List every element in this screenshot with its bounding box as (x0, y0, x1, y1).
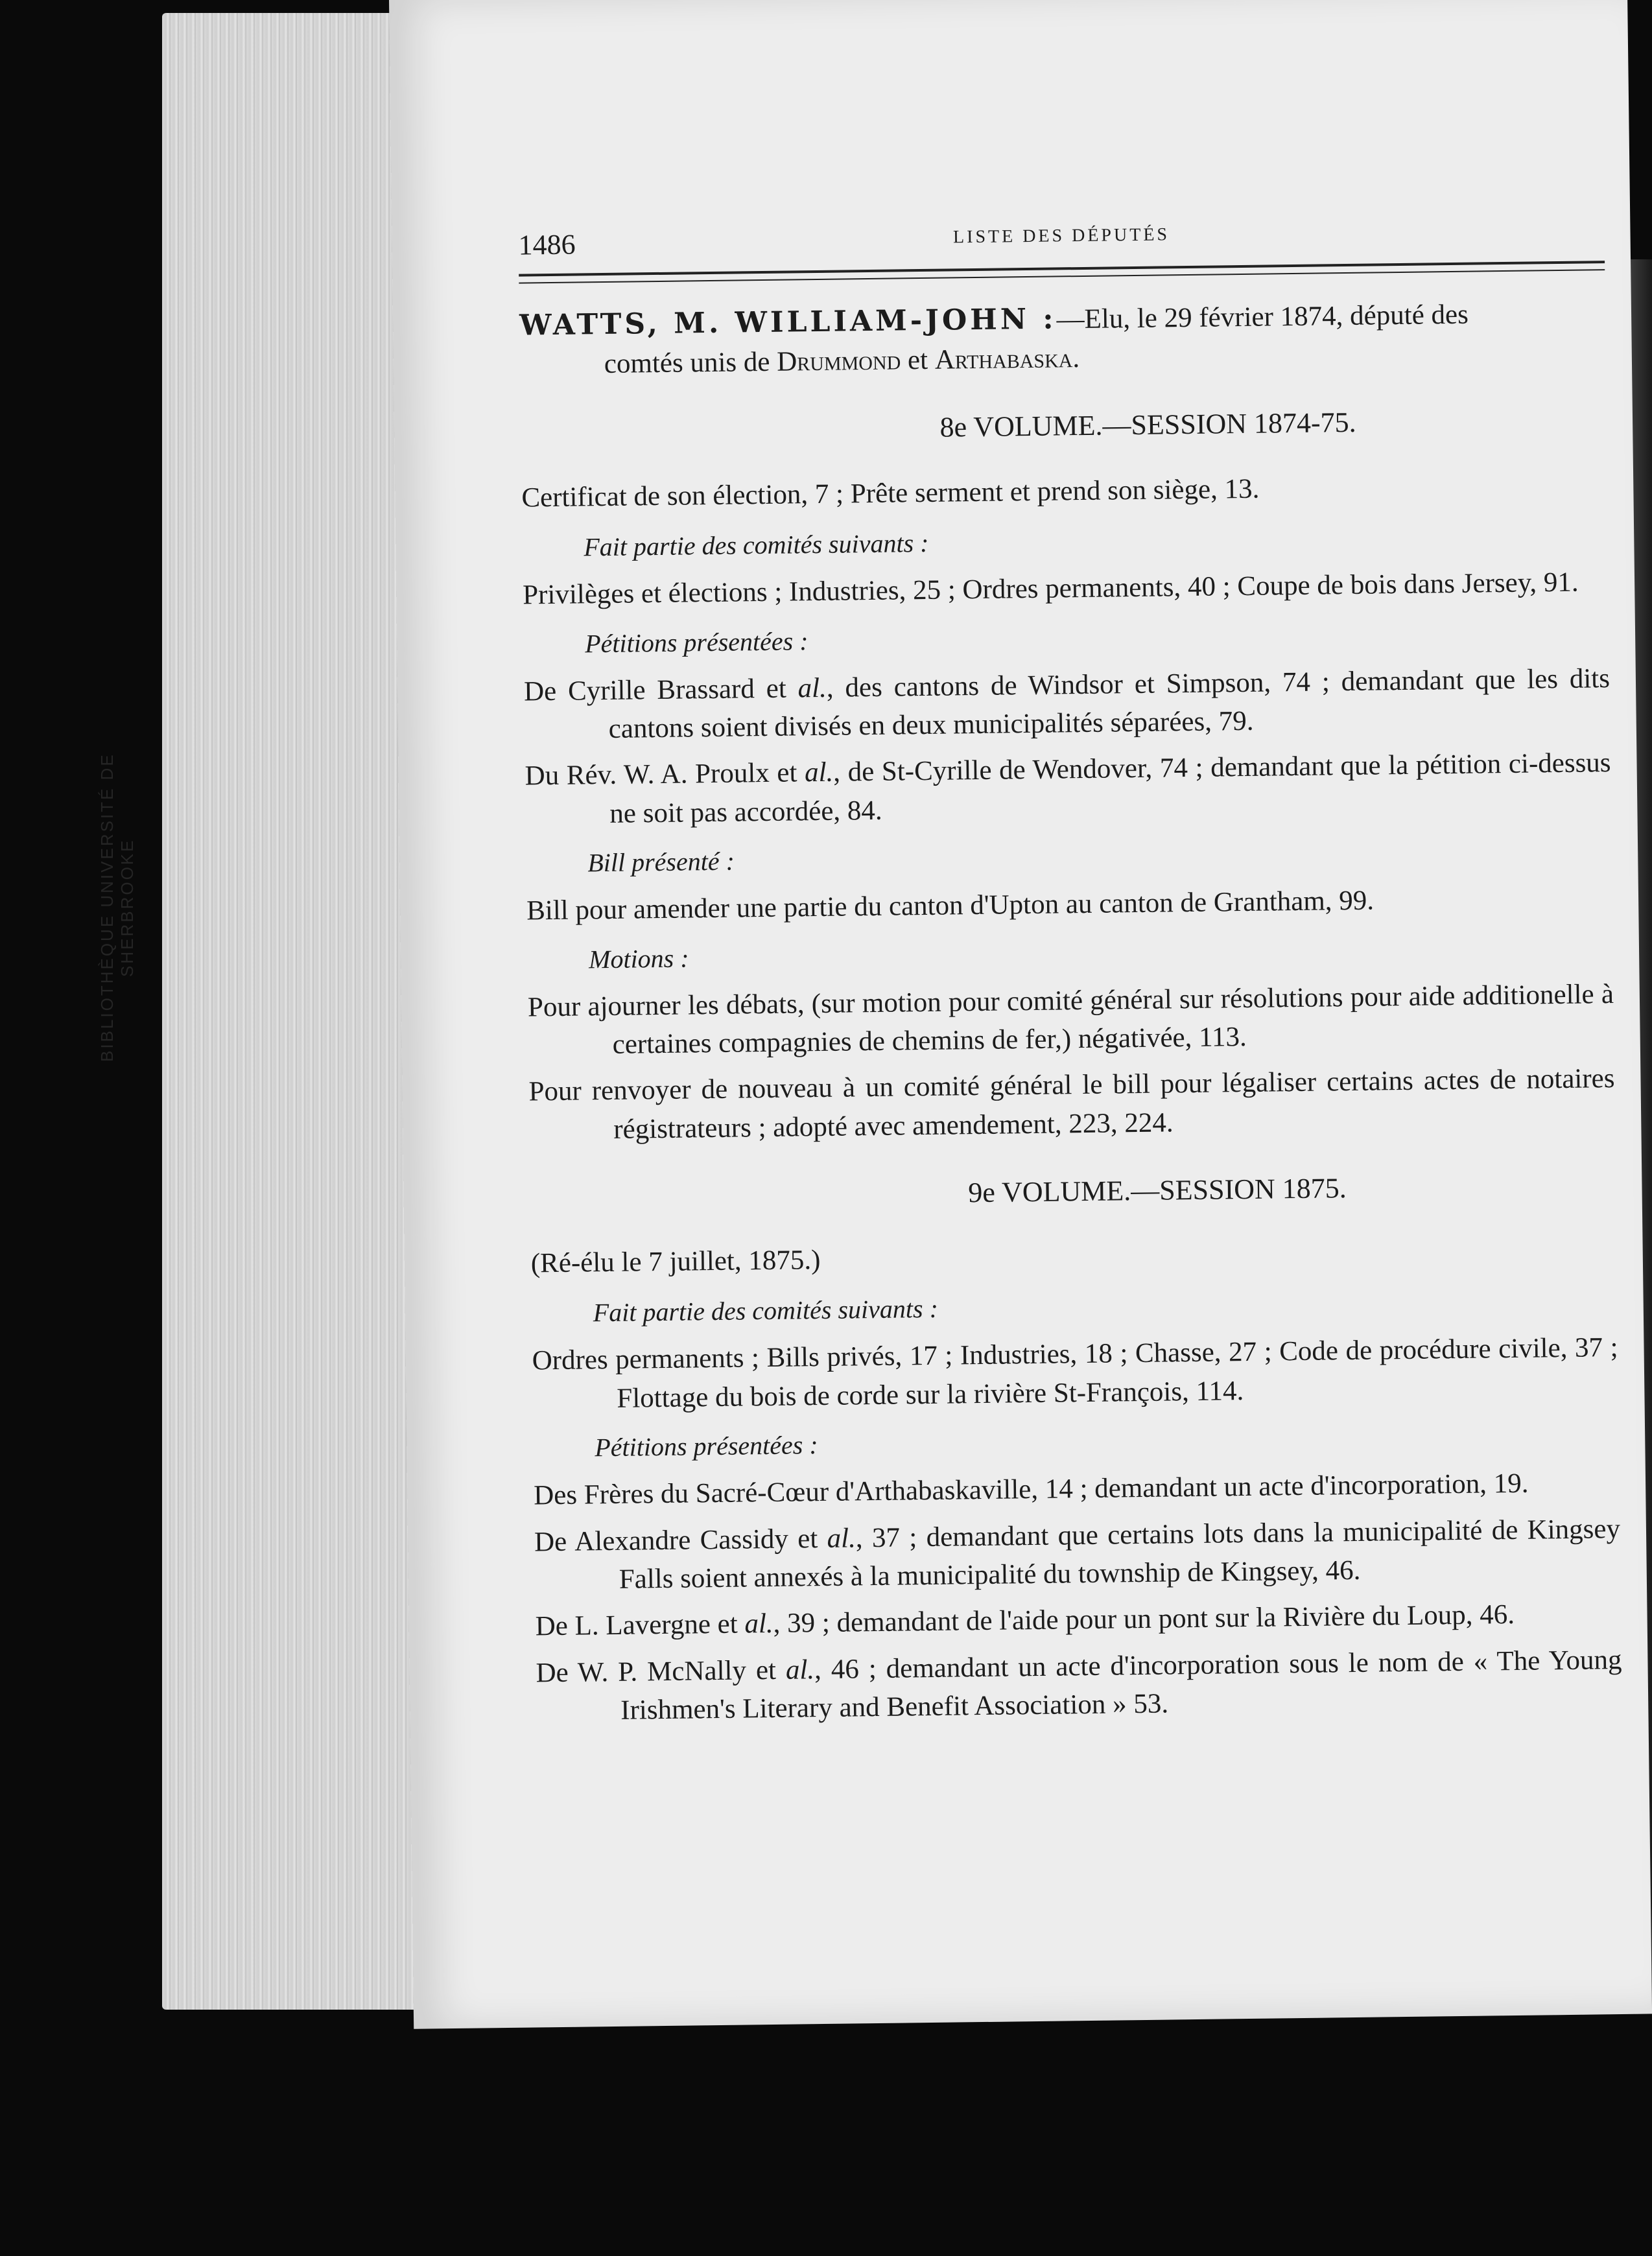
motions-label: Motions : (588, 943, 689, 974)
petition-al: al. (827, 1522, 856, 1554)
volume-heading-8: 8e VOLUME.—SESSION 1874-75. (939, 406, 1356, 443)
page-header (518, 215, 1605, 267)
page-number: 1486 (518, 228, 576, 261)
comites-label: Fait partie des comités suivants : (593, 1293, 939, 1328)
entry-title (519, 293, 1606, 384)
comites-label: Fait partie des comités suivants : (584, 528, 929, 562)
comites-list: Ordres permanents ; Bills privés, 17 ; Industries, 18 ; Chasse, 27 ; Code de procédure civile, 37 ; Flottage du bois de corde sur la rivière St-François, 114. (532, 1332, 1618, 1414)
petition-item (525, 744, 1611, 834)
motion-item: Pour ajourner les débats, (sur motion pour comité général sur résolutions pour aide additionelle à certaines compagnies de chemins de fer,) négativée, 113. (527, 978, 1614, 1061)
running-title: LISTE DES DÉPUTÉS (952, 224, 1170, 248)
book-page-edges (162, 13, 421, 2010)
petition-item (535, 1594, 1622, 1646)
petition-lead: Du Rév. W. A. Proulx et (525, 757, 805, 792)
county-drummond: Drummond (776, 345, 901, 377)
petition-item (534, 1463, 1620, 1515)
reelu-line: (Ré-élu le 7 juillet, 1875.) (530, 1244, 821, 1279)
petition-lead: Des Frères du Sacré-Cœur d'Arthabaskaville, 14 ; demandant un acte d'incorporation, 19. (533, 1468, 1529, 1511)
book-page (389, 0, 1652, 2029)
comites-list: Privilèges et élections ; Industries, 25 ; Ordres permanents, 40 ; Coupe de bois dans Jersey, 91. (522, 567, 1579, 611)
petition-text: , 46 ; demandant un acte d'incorporation sous le nom de « The Young Irishmen's Literary and Benefit Association » 53. (620, 1644, 1622, 1726)
county-arthabaska: Arthabaska (934, 342, 1073, 375)
petitions-label: Pétitions présentées : (584, 626, 808, 658)
entry-intro-continuation (520, 333, 1607, 384)
bill-label: Bill présenté : (587, 846, 735, 878)
petition-al: al. (785, 1654, 815, 1686)
petition-lead: De L. Lavergne et (535, 1608, 745, 1642)
petition-text: , 37 ; demandant que certains lots dans la municipalité de Kingsey Falls soient annexés à la municipalité du township de Kingsey, 46. (619, 1513, 1621, 1595)
petition-item (534, 1510, 1621, 1600)
petition-lead: De Alexandre Cassidy et (534, 1523, 827, 1557)
page-content (519, 293, 1623, 1738)
petition-al: al. (804, 757, 834, 788)
intro-text: et (900, 344, 936, 376)
certificat-line: Certificat de son élection, 7 ; Prête serment et prend son siège, 13. (521, 473, 1260, 513)
entry-intro: —Elu, le 29 février 1874, député des (1056, 299, 1469, 335)
intro-text: comtés unis de (604, 346, 777, 379)
petitions-label: Pétitions présentées : (595, 1430, 818, 1463)
volume-heading-9: 9e VOLUME.—SESSION 1875. (968, 1172, 1347, 1209)
petition-text: , des cantons de Windsor et Simpson, 74 ; demandant que les dits cantons soient divisés en deux municipalités séparées, 79. (608, 663, 1611, 745)
petition-lead: De W. P. McNally et (536, 1654, 786, 1688)
library-stamp: BIBLIOTHÈQUE UNIVERSITÉ DE SHERBROOKE (97, 753, 137, 1063)
petition-item (524, 659, 1611, 749)
member-name: WATTS, M. WILLIAM-JOHN : (519, 302, 1057, 342)
intro-text: . (1072, 342, 1080, 373)
petition-al: al. (744, 1608, 773, 1639)
petition-text: , de St-Cyrille de Wendover, 74 ; demandant que la pétition ci-dessus ne soit pas accordée, 84. (609, 747, 1611, 829)
petition-al: al. (797, 672, 827, 704)
petition-text: , 39 ; demandant de l'aide pour un pont sur la Rivière du Loup, 46. (773, 1599, 1515, 1639)
header-rule-thin (519, 269, 1605, 283)
bill-item: Bill pour amender une partie du canton d'Upton au canton de Grantham, 99. (526, 885, 1375, 926)
petition-lead: De Cyrille Brassard et (523, 673, 798, 707)
petition-item (536, 1640, 1622, 1730)
motion-item: Pour renvoyer de nouveau à un comité général le bill pour légaliser certains actes de notaires régistrateurs ; adopté avec amendement, 223, 224. (528, 1063, 1615, 1145)
